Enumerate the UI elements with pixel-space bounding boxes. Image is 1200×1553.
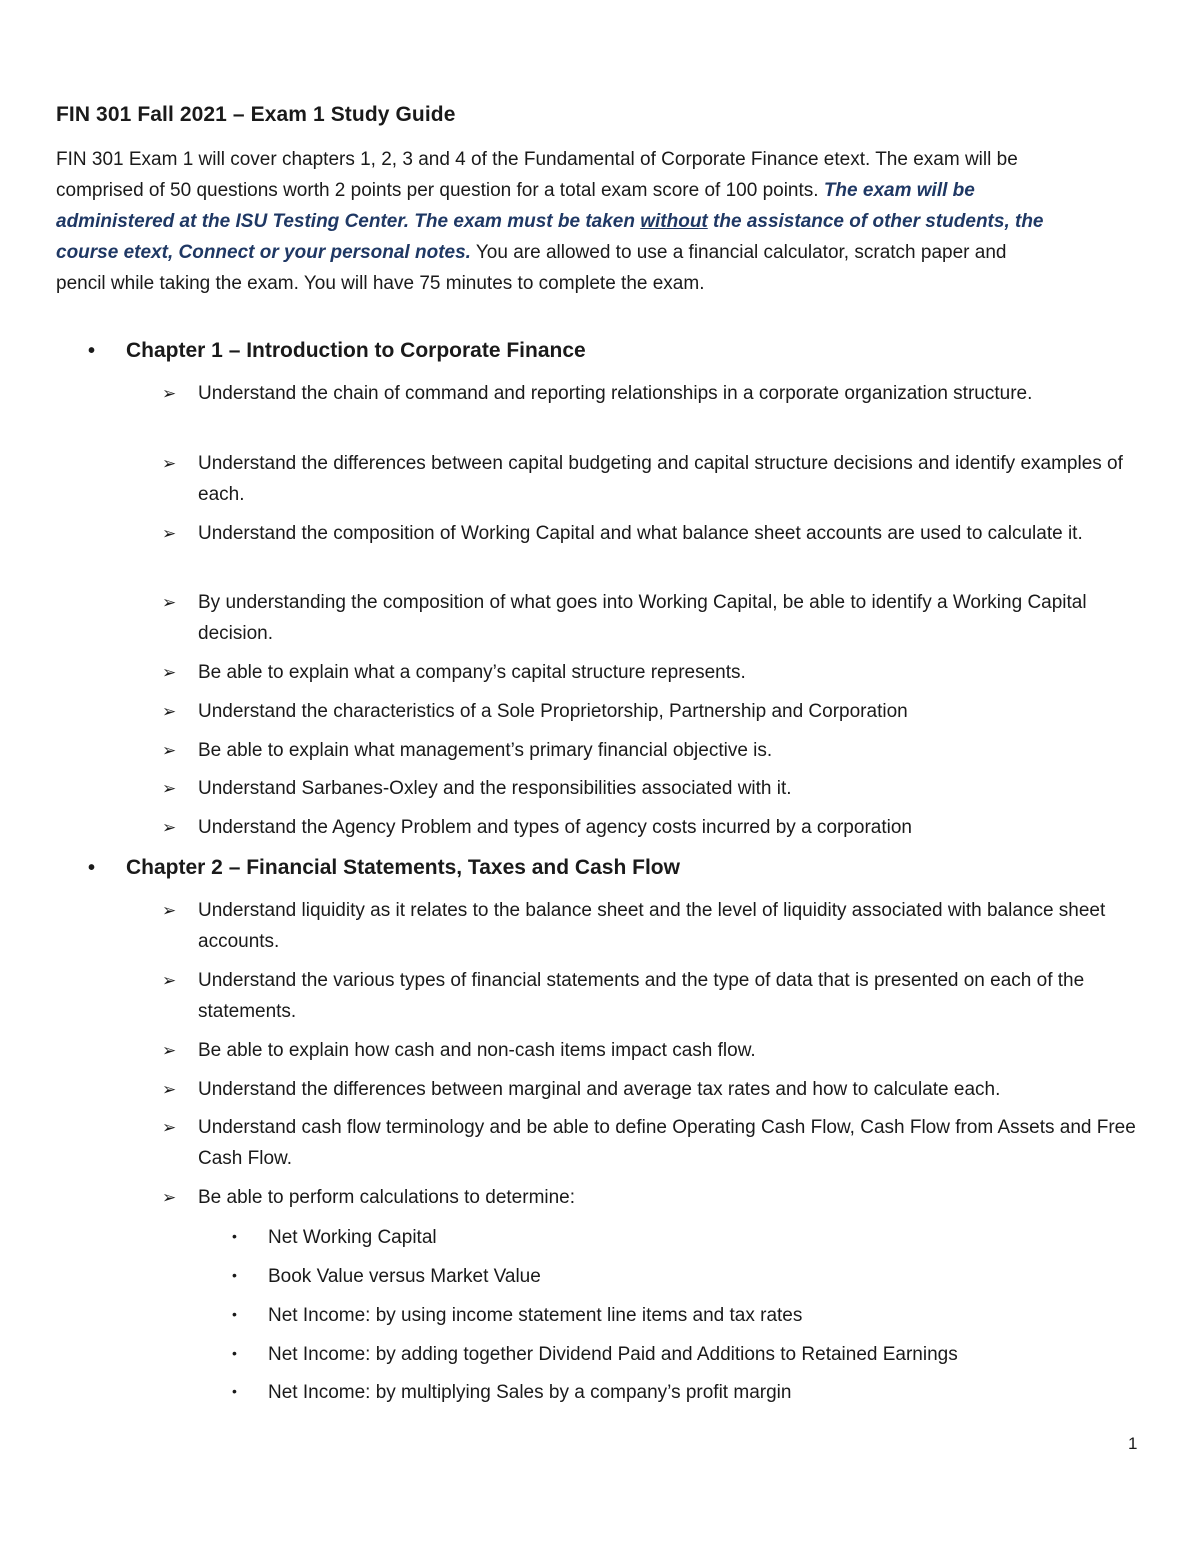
sub-list-item [232,1260,541,1292]
list-item-text: Understand the characteristics of a Sole Proprietorship, Partnership and Corporation [198,701,908,722]
arrow-bullet-icon: ➢ [162,1041,177,1060]
list-item-text: Understand liquidity as it relates to the balance sheet and the level of liquidity associated with balance sheet accounts. [198,900,1106,952]
sub-list-item [232,1338,958,1370]
arrow-bullet-icon: ➢ [162,524,177,543]
small-bullet-icon: • [232,1267,237,1283]
sub-list-item-text: Net Income: by using income statement line items and tax rates [268,1305,803,1326]
arrow-bullet-icon: ➢ [162,1188,177,1207]
arrow-bullet-icon: ➢ [162,1118,177,1137]
intro-underlined-word: without [640,211,708,232]
list-item [162,812,1152,843]
arrow-bullet-icon: ➢ [162,741,177,760]
intro-paragraph [56,144,1156,299]
list-item [162,895,1152,957]
list-item [162,735,1152,766]
list-item [162,773,1152,804]
arrow-bullet-icon: ➢ [162,593,177,612]
arrow-bullet-icon: ➢ [162,971,177,990]
list-item-text: Understand Sarbanes-Oxley and the responsibilities associated with it. [198,778,792,799]
list-item [162,965,1152,1027]
chapter-title: Chapter 1 – Introduction to Corporate Finance [126,339,586,362]
intro-emphasis-text: administered at the ISU Testing Center. The exam must be taken [56,211,641,232]
intro-emphasis-text: the assistance of other students, the [707,211,1044,232]
sub-list-item [232,1299,802,1331]
intro-line [56,206,1156,237]
arrow-bullet-icon: ➢ [162,901,177,920]
intro-emphasis: course etext, Connect or your personal notes. [56,242,471,263]
list-item [162,1035,1152,1066]
chapter-heading [88,856,680,880]
intro-emphasis: The exam will be [823,180,975,201]
arrow-bullet-icon: ➢ [162,663,177,682]
list-item-text: Be able to explain how cash and non-cash items impact cash flow. [198,1040,756,1061]
list-item-text: By understanding the composition of what goes into Working Capital, be able to identify a Working Capital decision. [198,592,1087,644]
list-item-text: Understand the composition of Working Capital and what balance sheet accounts are used to calculate it. [198,523,1083,544]
chapter-title: Chapter 2 – Financial Statements, Taxes and Cash Flow [126,856,680,879]
arrow-bullet-icon: ➢ [162,779,177,798]
page-number: 1 [1128,1434,1138,1453]
intro-emphasis [56,211,1044,232]
list-item-text: Understand the differences between capital budgeting and capital structure decisions and identify examples of each. [198,453,1123,505]
sub-list-item-text: Net Income: by multiplying Sales by a company’s profit margin [268,1382,792,1403]
list-item [162,1074,1152,1105]
list-item [162,696,1152,727]
sub-list-item [232,1376,791,1408]
arrow-bullet-icon: ➢ [162,1080,177,1099]
sub-list-item-text: Net Income: by adding together Dividend Paid and Additions to Retained Earnings [268,1344,958,1365]
list-item [162,378,1152,409]
chapter-heading [88,339,586,363]
intro-line [56,175,1156,206]
list-item [162,587,1152,649]
list-item-text: Understand the Agency Problem and types of agency costs incurred by a corporation [198,817,912,838]
sub-list-item-text: Book Value versus Market Value [268,1266,541,1287]
arrow-bullet-icon: ➢ [162,818,177,837]
arrow-bullet-icon: ➢ [162,384,177,403]
list-item [162,448,1152,510]
list-item-text: Understand the chain of command and reporting relationships in a corporate organization structure. [198,383,1033,404]
small-bullet-icon: • [232,1228,237,1244]
list-item-text: Be able to perform calculations to determine: [198,1187,576,1208]
arrow-bullet-icon: ➢ [162,454,177,473]
small-bullet-icon: • [232,1306,237,1322]
intro-text: pencil while taking the exam. You will have 75 minutes to complete the exam. [56,273,705,294]
intro-line [56,268,1156,299]
list-item-text: Understand the various types of financial statements and the type of data that is presented on each of the statements. [198,970,1085,1022]
small-bullet-icon: • [232,1383,237,1399]
intro-text: FIN 301 Exam 1 will cover chapters 1, 2, 3 and 4 of the Fundamental of Corporate Finance etext. The exam will be [56,149,1018,170]
arrow-bullet-icon: ➢ [162,702,177,721]
bullet-icon: • [88,857,96,879]
list-item-text: Understand the differences between marginal and average tax rates and how to calculate each. [198,1079,1001,1100]
bullet-icon: • [88,340,96,362]
intro-line [56,237,1156,268]
sub-list-item-text: Net Working Capital [268,1227,437,1248]
list-item [162,1182,1152,1213]
sub-list-item [232,1221,437,1253]
page-title: FIN 301 Fall 2021 – Exam 1 Study Guide [56,103,456,126]
intro-text: comprised of 50 questions worth 2 points per question for a total exam score of 100 points. [56,180,824,201]
list-item [162,1112,1152,1174]
list-item-text: Be able to explain what a company’s capital structure represents. [198,662,746,683]
list-item [162,657,1152,688]
list-item-text: Be able to explain what management’s primary financial objective is. [198,740,773,761]
intro-line [56,144,1156,175]
list-item-text: Understand cash flow terminology and be able to define Operating Cash Flow, Cash Flow from Assets and Free Cash Flow. [198,1117,1136,1169]
list-item [162,518,1152,549]
intro-text: You are allowed to use a financial calculator, scratch paper and [470,242,1007,263]
small-bullet-icon: • [232,1345,237,1361]
